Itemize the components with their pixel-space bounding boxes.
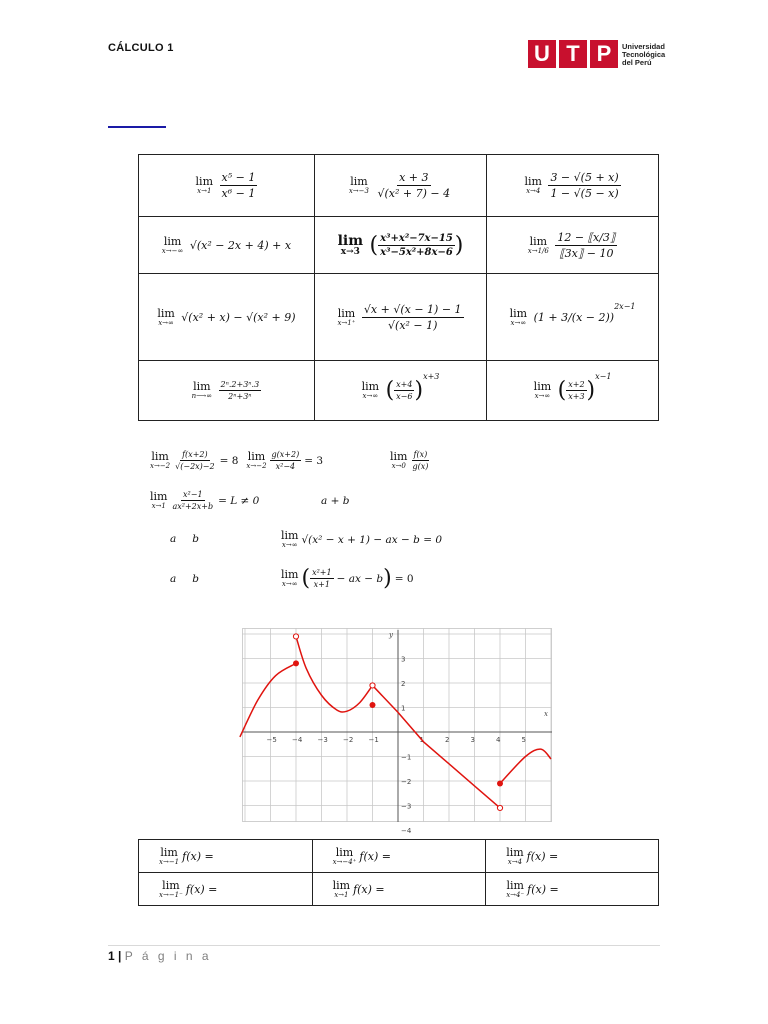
x-tick-label: 2 [445,736,450,744]
limit-cell: lim x→1/6 $\frac{12 - ⟦x/3⟧}{⟦3x⟧ - 10}$ [487,217,659,274]
condition-line-2: lim x→1 $\frac{\text{x²−1}}{\text{ax²+2x+b}}$ = L ≠ 0 [150,490,260,511]
y-tick-label: 1 [401,704,406,713]
x-tick-label: −1 [368,736,379,744]
x-axis-label: x [544,710,548,718]
limit-cell: lim x→∞ $(1 + 3/(x - 2))^{2x-1}$ [487,274,659,361]
utp-logo [528,40,673,70]
condition-line-3: lim x→∞ √(x² − x + 1) − ax − b = 0 [281,529,443,549]
document-title: CÁLCULO 1 [108,42,174,54]
page-number: 1 [108,949,115,963]
condition-line-2-sum: a + b [321,495,350,507]
footer-divider [108,945,660,946]
limit-cell: lim x→1 $\frac{\text{x⁵ − 1}}{\text{x⁶ − 1}}$ [139,155,315,217]
y-tick-label: −2 [401,778,412,786]
answer-cell: lim x→−4⁺ f(x) = [312,840,486,873]
limit-cell: lim x→∞ ( $\frac{x+4}{x-6}$ )$^{x+3}$ [314,361,486,421]
condition-line-4: lim x→∞ ( $\frac{\text{x²+1}}{x+1}$ − ax − b ) = 0 [281,566,414,591]
answer-cell: lim x→−1⁻ f(x) = [139,873,313,906]
limit-cell: lim x→∞ ( $\frac{x+2}{x+3}$ )$^{x-1}$ [487,361,659,421]
x-tick-label: −3 [317,736,328,744]
x-tick-label: 4 [496,736,501,744]
limit-cell: lim x→−3 $\frac{x + 3}{\text{√(x² + 7) − 4}}$ [314,155,486,217]
filled-point [293,660,299,666]
condition-line-1-ratio: lim x→0 $\frac{f(x)}{g(x)}$ [390,450,429,471]
limit-cell: lim x→3 ( $\frac{\text{x³+x²−7x−15}}{\text{x³−5x²+8x−6}}$ ) [314,217,486,274]
x-tick-label: 5 [521,736,526,744]
answer-table [138,839,659,906]
limits-table [138,154,659,421]
limit-cell: lim x→4 $\frac{3 - √(5 + x)}{1 - √(5 - x)}$ [487,155,659,217]
limit-cell: lim x→1⁺ $\frac{√x + √(x - 1) - 1}{\text{√(x² − 1)}}$ [314,274,486,361]
page-footer [108,949,212,963]
function-graph [242,628,552,835]
section-underline [108,126,166,128]
filled-point [497,780,503,786]
open-point [497,805,502,810]
footer-separator: | [118,949,122,963]
y-tick-label: −4 [401,827,412,835]
x-tick-label: −5 [266,736,277,744]
x-tick-label: −2 [343,736,354,744]
answer-cell: lim x→4⁻ f(x) = [486,873,659,906]
y-tick-label: −3 [401,802,412,811]
logo-letter-p: P [590,40,618,68]
condition-line-4-vars: a b [170,573,199,585]
answer-cell: lim x→1 f(x) = [312,873,486,906]
x-tick-label: 1 [419,736,424,744]
open-point [293,634,298,639]
answer-cell: lim x→−1 f(x) = [139,840,313,873]
limit-cell: lim n⟶∞ $\frac{\text{2ⁿ.2+3ⁿ.3}}{\text{2ⁿ+3ⁿ}}$ [139,361,315,421]
limit-cell: lim x→−∞ √(x² − 2x + 4) + x [139,217,315,274]
y-tick-label: −1 [401,753,412,762]
logo-letter-u: U [528,40,556,68]
limit-cell: lim x→∞ √(x² + x) − √(x² + 9) [139,274,315,361]
y-axis-label: y [389,631,393,639]
filled-point [370,702,376,708]
y-tick-label: 2 [401,680,406,688]
open-point [370,683,375,688]
condition-line-1: lim x→−2 $\frac{f(x+2)}{√(-2x)-2}$ = 8 lim x→−2 $\frac{g(x+2)}{\text{x²−4}}$ = 3 [150,450,324,471]
condition-line-3-vars: a b [170,533,199,545]
answer-cell: lim x→4 f(x) = [486,840,659,873]
page-label: P á g i n a [124,949,212,963]
x-tick-label: −4 [292,736,303,744]
y-tick-label: 3 [401,655,406,664]
logo-text: Universidad Tecnológica del Perú [622,42,666,67]
x-tick-label: 3 [470,736,475,744]
logo-letter-t: T [559,40,587,68]
